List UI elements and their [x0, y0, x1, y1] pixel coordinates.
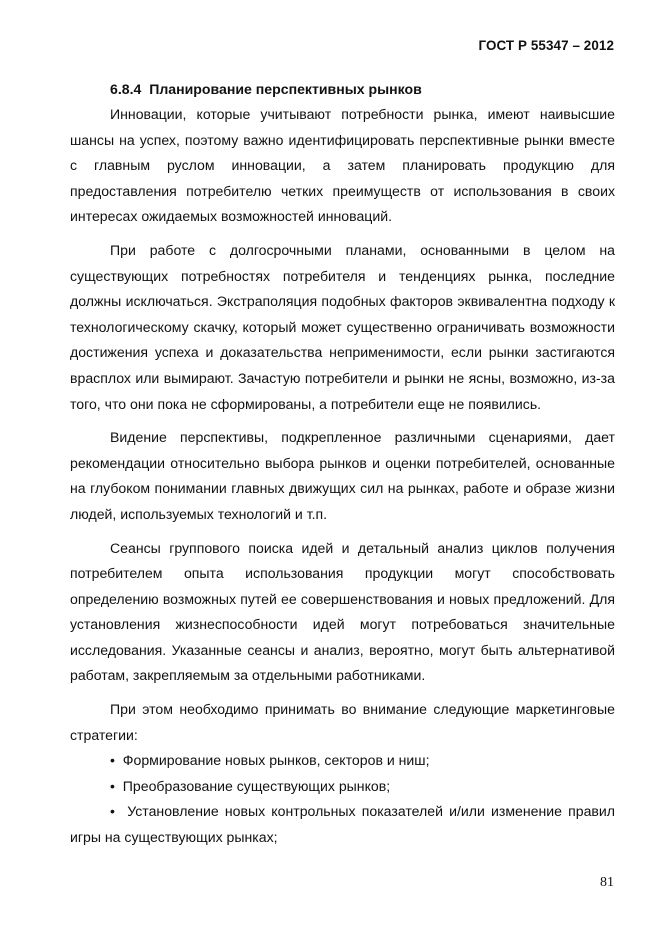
section-number: 6.8.4 [110, 81, 142, 97]
list-item [70, 774, 615, 800]
standard-header: ГОСТ Р 55347 – 2012 [478, 38, 614, 53]
list-item [70, 799, 615, 850]
page-number: 81 [600, 875, 614, 890]
section-heading [70, 80, 615, 98]
paragraph: Инновации, которые учитывают потребности рынка, имеют наивысшие шансы на успех, поэтому важно идентифицировать перспективные рынки вместе с главным руслом инновации, а затем планировать продукцию для предоставления потребителю четких преимуществ от использования в своих интересах ожидаемых возможностей инноваций. [70, 106, 615, 225]
section-title: Планирование перспективных рынков [149, 81, 422, 97]
paragraph: Видение перспективы, подкрепленное различными сценариями, дает рекомендации относительно выбора рынков и оценки потребителей, основанные на глубоком понимании главных движущих сил на рынках, работе и образе жизни людей, используемых технологий и т.п. [70, 429, 615, 522]
list-item-text: Преобразование существующих рынков; [122, 777, 391, 794]
paragraph: Сеансы группового поиска идей и детальный анализ циклов получения потребителем опыта использования продукции могут способствовать определению возможных путей ее совершенствования и новых предложений. Для установления жизнеспособности идей могут потребоваться значительные исследования. Указанные сеансы и анализ, вероятно, могут быть альтернативой работам, закрепляемым за отдельными работниками. [70, 539, 615, 684]
paragraph: При работе с долгосрочными планами, основанными в целом на существующих потребностях потребителя и тенденциях рынка, последние должны исключаться. Экстраполяция подобных факторов эквивалентна подходу к технологическому скачку, который может существенно ограничивать возможности достижения успеха и доказательства неприменимости, если рынки застигаются врасплох или вымирают. Зачастую потребители и рынки не ясны, возможно, из-за того, что они пока не сформированы, а потребители еще не появились. [70, 241, 615, 412]
list-item [70, 748, 615, 774]
list-item-text: Установление новых контрольных показателей и/или изменение правил игры на существующих рынках; [70, 803, 615, 846]
bullet-marker: • [110, 752, 115, 769]
paragraph: При этом необходимо принимать во внимание следующие маркетинговые стратегии: [70, 701, 615, 743]
list-item-text: Формирование новых рынков, секторов и ниш; [122, 752, 430, 769]
page-content [70, 80, 615, 851]
bullet-marker: • [110, 777, 115, 794]
bullet-marker: • [110, 803, 115, 820]
